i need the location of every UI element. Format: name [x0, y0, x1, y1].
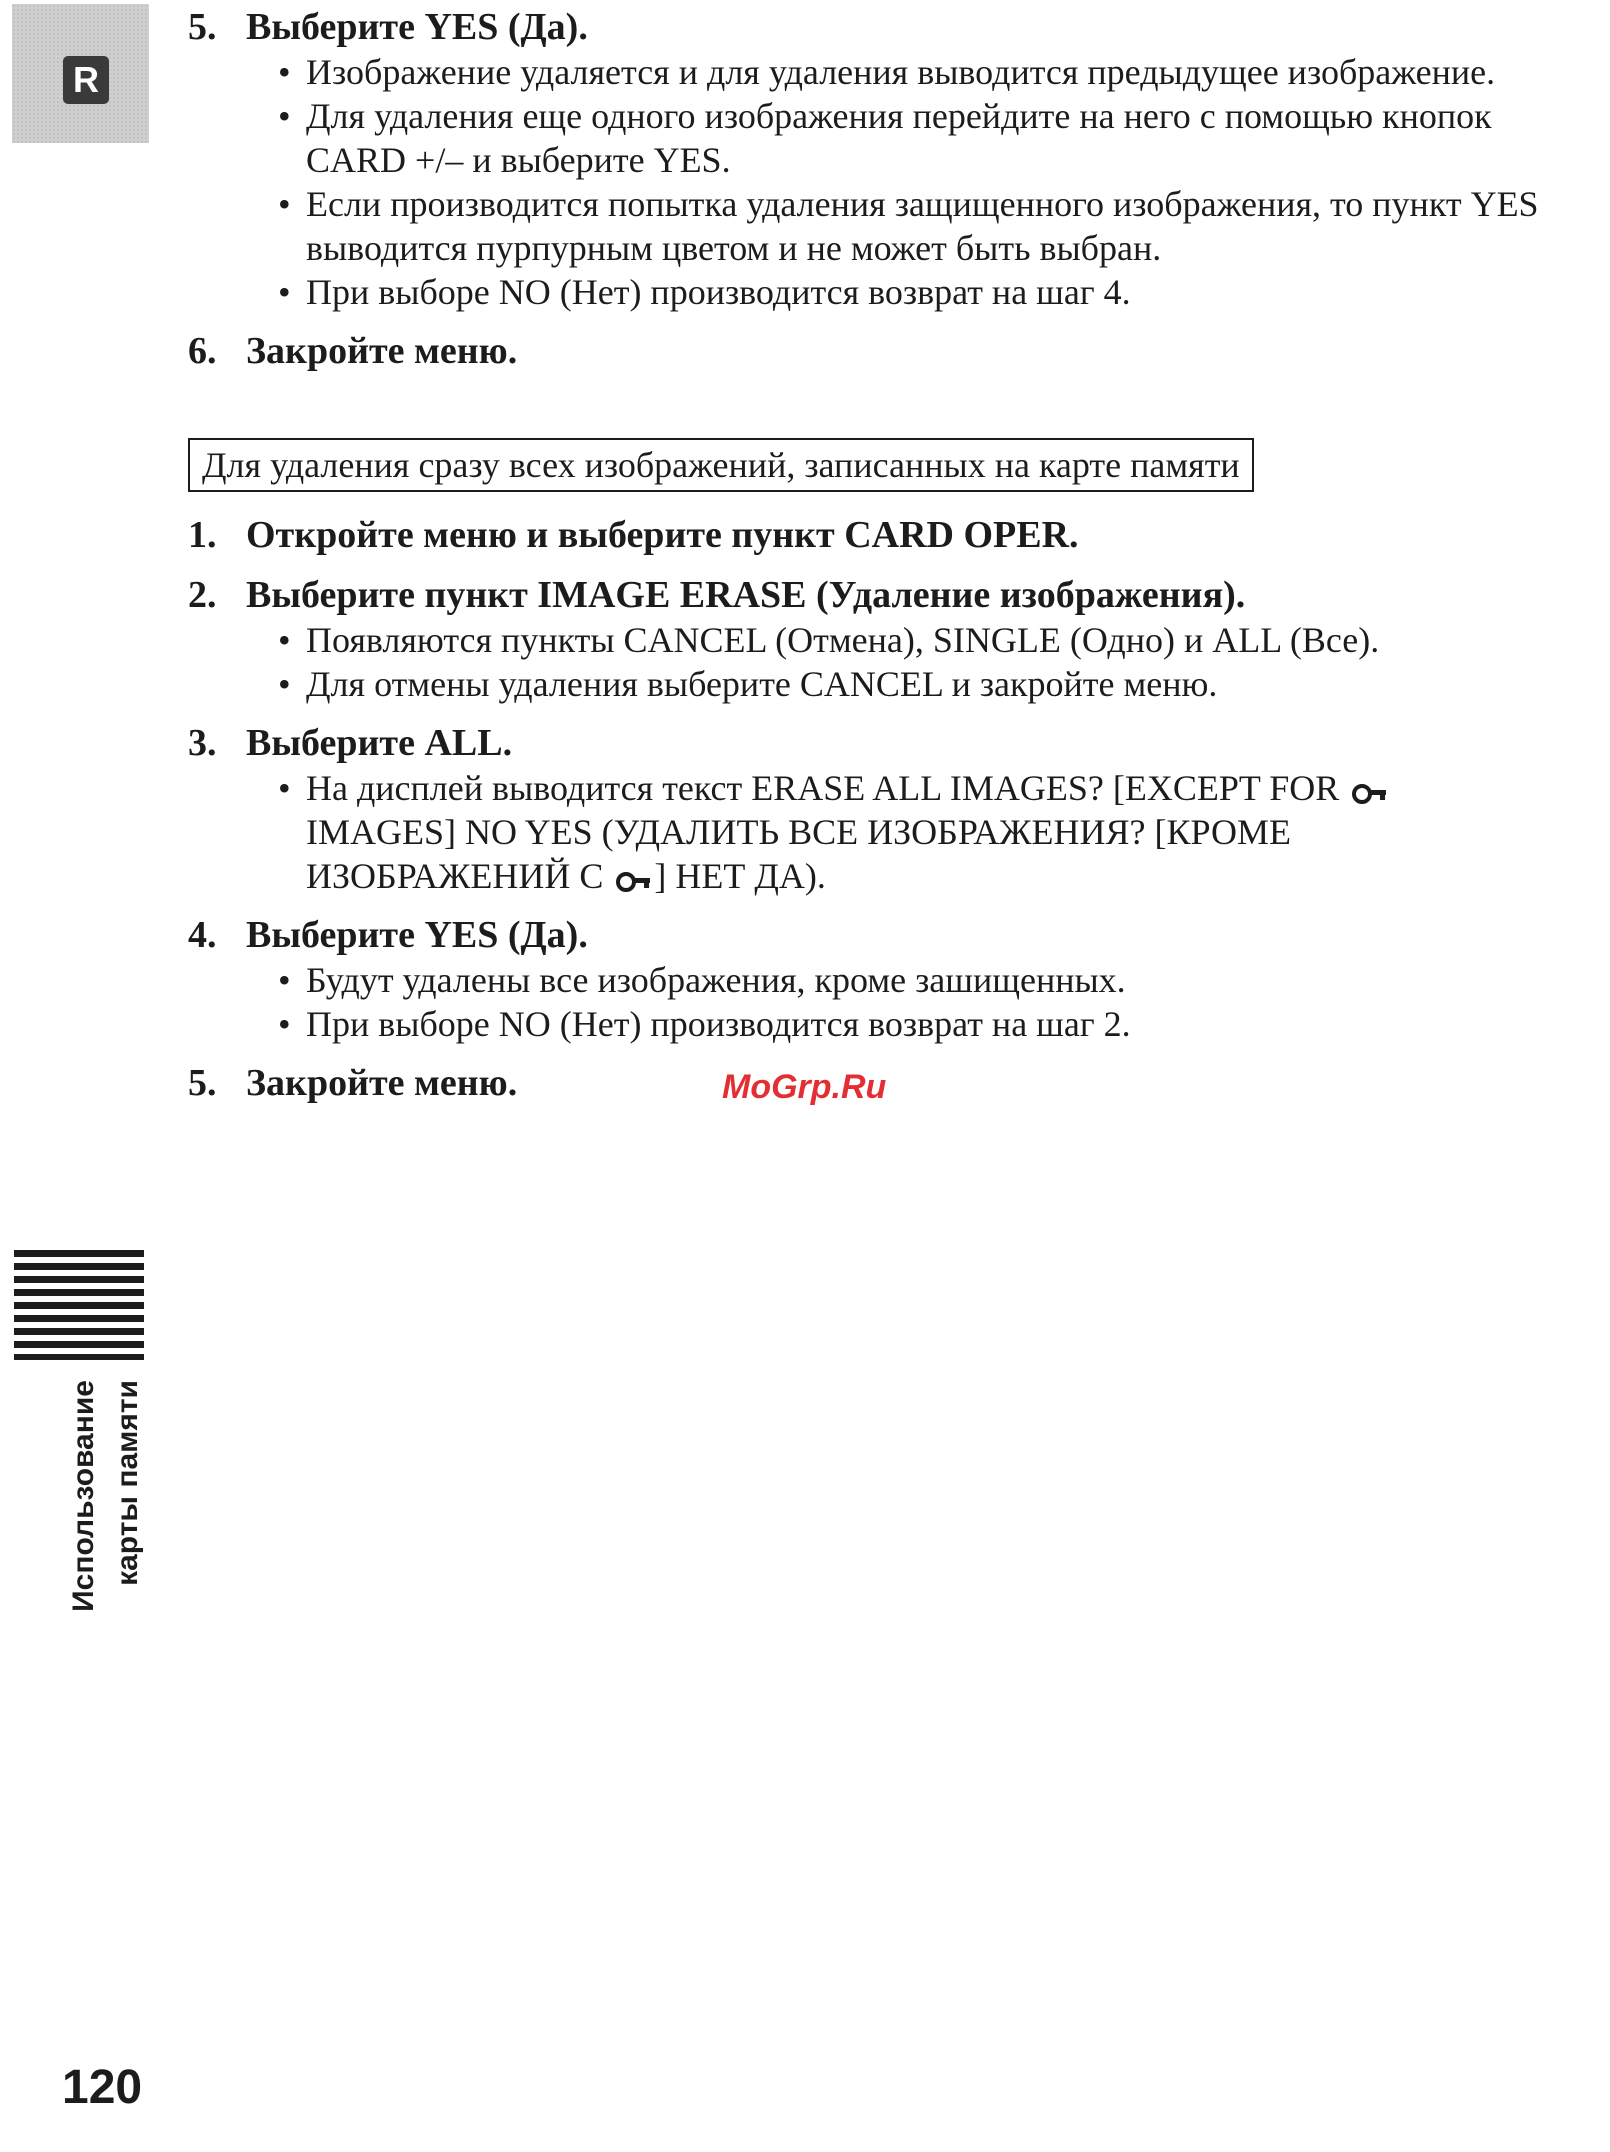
- step-text: Закройте меню.: [246, 330, 518, 372]
- bullet-text-part-2: IMAGES] NO YES (УДАЛИТЬ ВСЕ ИЗОБРАЖЕНИЯ? [КРОМЕ ИЗОБРАЖЕНИЙ С: [306, 812, 1291, 896]
- step-4-bullets: [188, 958, 1548, 1046]
- step-text: Откройте меню и выберите пункт CARD OPER.: [246, 514, 1079, 556]
- step-number: 2.: [188, 574, 217, 616]
- bullet-item: • Изображение удаляется и для удаления выводится предыдущее изображение.: [278, 50, 1548, 94]
- bullet-item: [278, 766, 1548, 898]
- section-tab-stripes: [14, 1250, 144, 1360]
- step-1: [188, 512, 1548, 558]
- step-number: 1.: [188, 514, 217, 556]
- step-number: 6.: [188, 330, 217, 372]
- section-heading: Для удаления сразу всех изображений, записанных на карте памяти: [188, 438, 1254, 492]
- bullet-item: • Для удаления еще одного изображения перейдите на него с помощью кнопок CARD +/– и выберите YES.: [278, 94, 1548, 182]
- step-number: 3.: [188, 722, 217, 764]
- step-2: [188, 572, 1548, 618]
- step-number: 5.: [188, 6, 217, 48]
- bullet-item: • При выборе NO (Нет) производится возврат на шаг 4.: [278, 270, 1548, 314]
- key-icon: [616, 870, 650, 890]
- key-icon: [1352, 782, 1386, 802]
- watermark: MoGrp.Ru: [722, 1068, 887, 1106]
- language-badge: R: [63, 56, 109, 104]
- step-number: 4.: [188, 914, 217, 956]
- step-number: 5.: [188, 1062, 217, 1104]
- step-5-bullets: [188, 50, 1548, 314]
- bullet-text-part-1: На дисплей выводится текст ERASE ALL IMAGES? [EXCEPT FOR: [306, 768, 1340, 808]
- step-6: [188, 328, 1548, 374]
- bullet-item: • Появляются пункты CANCEL (Отмена), SINGLE (Одно) и ALL (Все).: [278, 618, 1548, 662]
- step-text: Выберите YES (Да).: [246, 914, 588, 956]
- step-3-bullets: [188, 766, 1548, 898]
- page-number: 120: [62, 2061, 143, 2114]
- step-5: [188, 4, 1548, 50]
- section-tab-line-2: карты памяти: [111, 1380, 144, 1586]
- section-tab-line-1: Использование: [67, 1380, 100, 1612]
- step-3: [188, 720, 1548, 766]
- bullet-item: • Будут удалены все изображения, кроме зашищенных.: [278, 958, 1548, 1002]
- bullet-item: • При выборе NO (Нет) производится возврат на шаг 2.: [278, 1002, 1548, 1046]
- section-tab-label: [62, 1380, 152, 1670]
- language-tab: [12, 4, 149, 143]
- bullet-item: • Если производится попытка удаления защищенного изображения, то пункт YES выводится пурпурным цветом и не может быть выбран.: [278, 182, 1548, 270]
- main-content: [188, 4, 1548, 1106]
- step-4: [188, 912, 1548, 958]
- step-2-bullets: [188, 618, 1548, 706]
- step-text: Выберите ALL.: [246, 722, 513, 764]
- bullet-item: • Для отмены удаления выберите CANCEL и закройте меню.: [278, 662, 1548, 706]
- bullet-text-part-3: ] НЕТ ДА).: [654, 856, 826, 896]
- step-text: Выберите пункт IMAGE ERASE (Удаление изображения).: [246, 574, 1246, 616]
- step-text: Выберите YES (Да).: [246, 6, 588, 48]
- step-text: Закройте меню.: [246, 1062, 518, 1104]
